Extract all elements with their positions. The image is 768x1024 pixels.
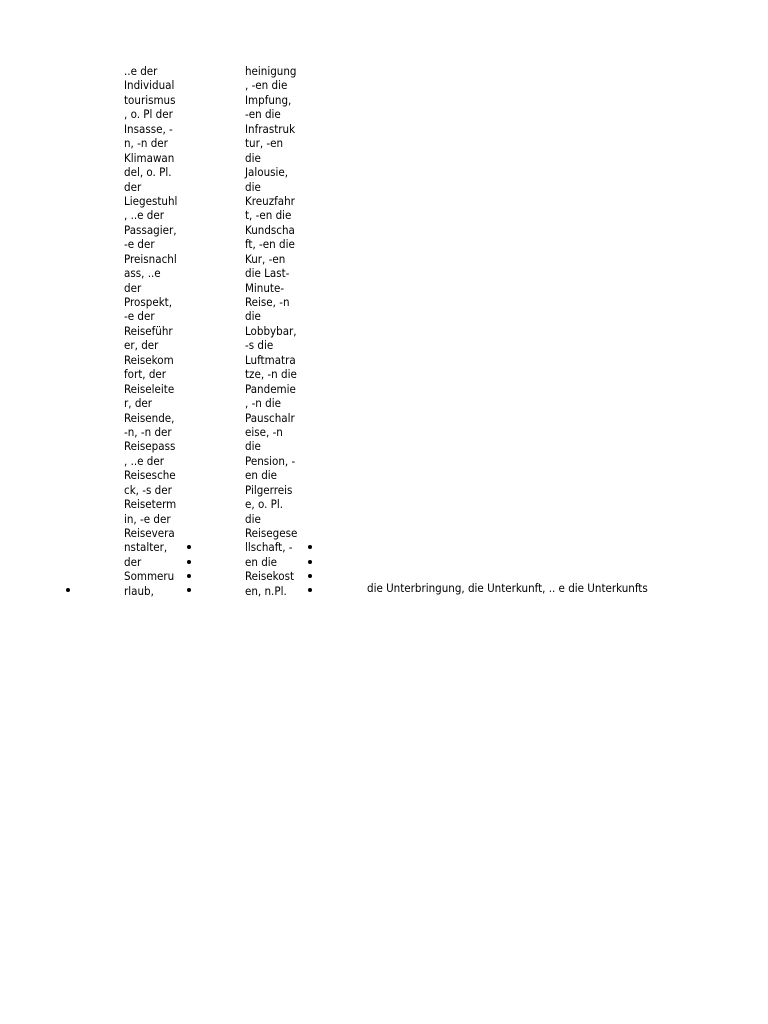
column-2-line: die Last- xyxy=(245,266,290,281)
column-1-line: Passagier, xyxy=(124,222,177,237)
column-2-line: die xyxy=(245,150,261,165)
column-2-line: t, -en die xyxy=(245,208,292,223)
column-1-line: , ..e der xyxy=(124,453,164,468)
column-1-line: nstalter, xyxy=(124,540,168,555)
column-1-line: ck, -s der xyxy=(124,482,172,497)
column-2-line: Pension, - xyxy=(245,453,296,468)
bullet-icon xyxy=(308,574,312,578)
column-1-line: Reisepass xyxy=(124,439,176,454)
column-2-line: -en die xyxy=(245,107,281,122)
column-1-line: Sommeru xyxy=(124,569,175,584)
column-1-line: ..e der xyxy=(124,64,158,78)
column-1-line: in, -e der xyxy=(124,511,171,526)
column-1-line: Reisende, xyxy=(124,410,175,425)
column-1-line: Reisesche xyxy=(124,468,176,483)
vocabulary-column-1 xyxy=(124,64,177,598)
column-2-line: Impfung, xyxy=(245,92,292,107)
column-1-line: -e der xyxy=(124,309,155,324)
bullet-icon xyxy=(66,588,70,592)
column-1-line: er, der xyxy=(124,338,159,353)
column-1-line: -n, -n der xyxy=(124,424,172,439)
column-1-line: del, o. Pl. xyxy=(124,165,172,180)
column-2-line: die xyxy=(245,179,261,194)
column-1-line: , o. Pl der xyxy=(124,107,173,122)
bullet-icon xyxy=(187,545,191,549)
column-2-line: llschaft, - xyxy=(245,540,293,555)
column-1-line: ass, ..e xyxy=(124,266,161,281)
column-1-line: Reiseterm xyxy=(124,497,177,512)
column-2-line: Pandemie xyxy=(245,381,296,396)
bullet-icon xyxy=(187,560,191,564)
column-2-line: Pilgerreis xyxy=(245,482,293,497)
column-2-line: en die xyxy=(245,468,278,483)
column-2-line: en die xyxy=(245,554,278,569)
column-1-line: der xyxy=(124,280,142,295)
bullet-icon xyxy=(308,545,312,549)
column-2-line: Lobbybar, xyxy=(245,323,297,338)
column-2-line: Minute- xyxy=(245,280,285,295)
column-2-line: tur, -en xyxy=(245,136,284,151)
bullet-icon xyxy=(308,560,312,564)
column-1-line: Reiseleite xyxy=(124,381,175,396)
column-2-line: ft, -en die xyxy=(245,237,295,252)
column-2-line: Luftmatra xyxy=(245,352,296,367)
column-2-line: -s die xyxy=(245,338,274,353)
column-1-line: Liegestuhl xyxy=(124,193,178,208)
column-2-line: Infrastruk xyxy=(245,121,296,136)
column-1-line: tourismus xyxy=(124,92,176,107)
column-2-line: die xyxy=(245,309,261,324)
column-1-line: r, der xyxy=(124,396,153,411)
column-1-line: Insasse, - xyxy=(124,121,173,136)
column-2-line: Reisegese xyxy=(245,526,298,540)
column-1-line: Reisevera xyxy=(124,526,175,540)
column-1-line: Prospekt, xyxy=(124,295,173,309)
column-2-line: e, o. Pl. xyxy=(245,497,284,512)
column-2-line: en, n.Pl. xyxy=(245,583,287,598)
column-1-line: Reiseführ xyxy=(124,323,173,338)
bullet-icon xyxy=(187,588,191,592)
column-2-line: Kur, -en xyxy=(245,251,286,266)
column-1-line: Preisnachl xyxy=(124,251,177,266)
column-1-line: Klimawan xyxy=(124,150,175,165)
column-2-line: Kundscha xyxy=(245,222,295,237)
column-2-line: tze, -n die xyxy=(245,367,297,382)
column-1-line: , ..e der xyxy=(124,208,164,223)
column-2-line: Pauschalr xyxy=(245,410,295,425)
column-1-line: der xyxy=(124,179,142,194)
vocabulary-column-2 xyxy=(245,64,297,598)
column-2-line: Jalousie, xyxy=(245,165,289,180)
column-1-line: Reisekom xyxy=(124,352,174,367)
bullet-icon xyxy=(308,588,312,592)
column-2-line: Reise, -n xyxy=(245,295,290,309)
column-1-line: -e der xyxy=(124,237,155,252)
bullet-icon xyxy=(187,574,191,578)
column-2-line: eise, -n xyxy=(245,424,283,439)
column-2-line: die xyxy=(245,511,261,526)
column-1-line: Individual xyxy=(124,78,175,93)
column-2-line: Kreuzfahr xyxy=(245,193,295,208)
column-2-line: heinigung xyxy=(245,64,297,78)
column-1-line: n, -n der xyxy=(124,136,168,151)
column-2-line: , -en die xyxy=(245,78,288,93)
column-1-line: der xyxy=(124,554,142,569)
column-2-line: die xyxy=(245,439,261,454)
column-1-line: rlaub, xyxy=(124,583,154,598)
accommodation-line: die Unterbringung, die Unterkunft, .. e die Unterkunfts xyxy=(367,581,648,595)
column-2-line: Reisekost xyxy=(245,569,295,584)
column-1-line: fort, der xyxy=(124,367,167,382)
column-2-line: , -n die xyxy=(245,396,281,411)
